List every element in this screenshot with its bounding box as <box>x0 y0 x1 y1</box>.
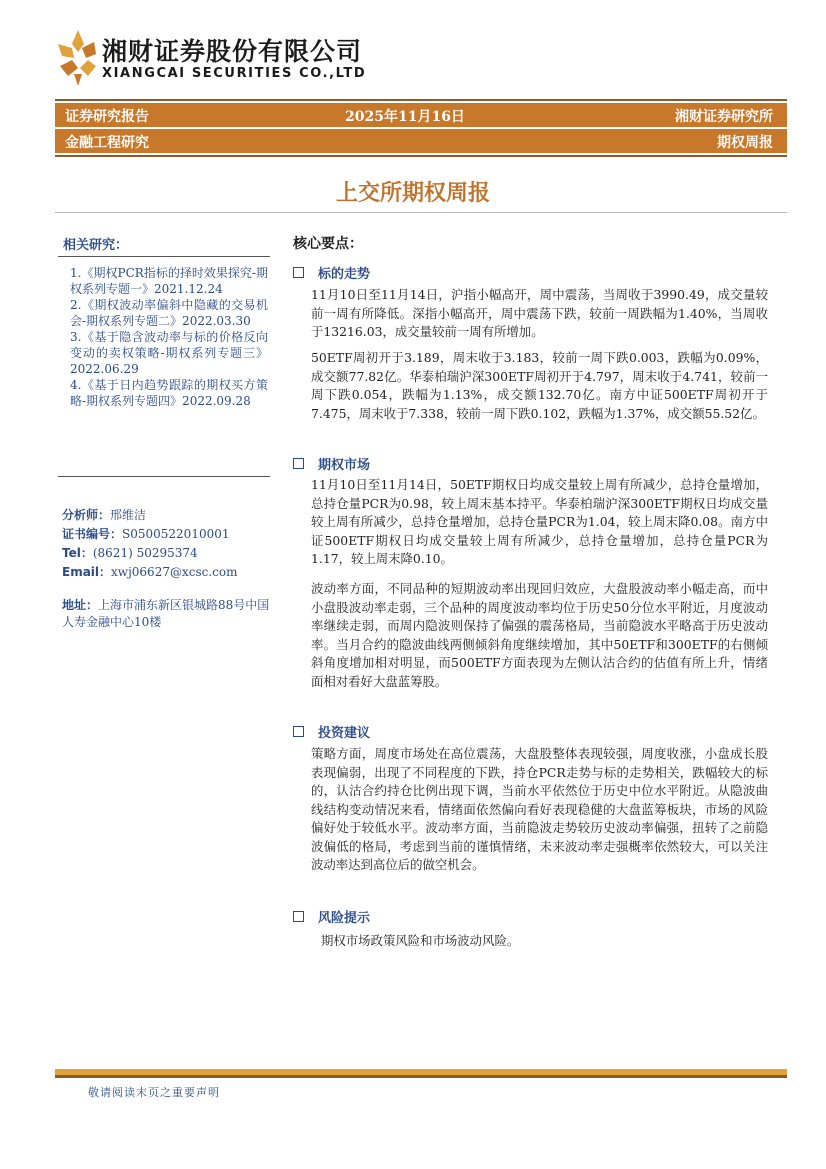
address-block <box>62 597 277 631</box>
checkbox-square-icon <box>293 267 304 278</box>
header-row-2 <box>55 129 787 153</box>
related-item[interactable]: 1.《期权PCR指标的择时效果探究-期权系列专题一》2021.12.24 <box>70 266 268 296</box>
footer-disclaimer-note: 敬请阅读末页之重要声明 <box>88 1086 220 1099</box>
checkbox-square-icon <box>293 911 304 922</box>
checkbox-square-icon <box>293 458 304 469</box>
sidebar-rule-bottom <box>58 476 270 477</box>
section-heading: 期权市场 <box>293 454 370 473</box>
checkbox-square-icon <box>293 726 304 737</box>
report-series: 期权周报 <box>717 135 773 151</box>
sidebar-rule-top <box>58 256 270 257</box>
analyst-name: 邢维洁 <box>110 508 147 522</box>
paragraph: 11月10日至11月14日，沪指小幅高开，周中震荡，当周收于3990.49，成交量较前一周有所降低。深指小幅高开，周中震荡下跌，较前一周跌幅为1.40%，当周收于13216.03，成交量较前一周有所增加。 <box>311 287 768 339</box>
paragraph: 11月10日至11月14日，50ETF期权日均成交量较上周有所减少，总持仓量增加，总持仓量PCR为0.98，较上周末基本持平。华泰柏瑞沪深300ETF期权日均成交量较上周有所减少，总持仓量增加，总持仓量PCR为1.04，较上周末降0.08。南方中证500ETF期权日均成交量较上周有所减少，总持仓量增加，总持仓量PCR为1.17，较上周末降0.10。 <box>311 477 768 566</box>
paragraph: 波动率方面，不同品种的短期波动率出现回归效应，大盘股波动率小幅走高，而中小盘股波动率走弱，三个品种的周度波动率均位于历史50分位水平附近，月度波动率继续走弱，而周内隐波则保持了偏强的震荡格局，当前隐波水平略高于历史波动率。当月合约的隐波曲线两侧倾斜角度继续增加，其中50ETF和300ETF的右侧倾斜角度增加相对明显，而500ETF方面表现为左侧认沽合约的估值有所上升，情绪面相对看好大盘蓝筹股。 <box>311 581 768 689</box>
header-bottom-rule <box>55 155 787 157</box>
related-item[interactable]: 3.《基于隐含波动率与标的价格反向变动的卖权策略-期权系列专题三》2022.06.29 <box>70 330 268 376</box>
section-heading: 投资建议 <box>293 722 370 741</box>
cert-label: 证书编号： <box>62 527 123 541</box>
address-text: 上海市浦东新区银城路88号中国人寿金融中心10楼 <box>62 598 270 629</box>
cert-number: S0500522010001 <box>122 527 230 541</box>
analyst-info <box>62 506 277 582</box>
analyst-label: 分析师： <box>62 508 111 522</box>
related-research-list <box>70 265 268 409</box>
header-row-1 <box>55 103 787 127</box>
tel-label: Tel： <box>62 546 93 560</box>
section-heading: 标的走势 <box>293 263 370 282</box>
institute: 湘财证券研究所 <box>675 109 773 125</box>
email-address[interactable]: xwj06627@xcsc.com <box>111 565 238 579</box>
address-label: 地址： <box>62 598 99 612</box>
related-research-title: 相关研究： <box>63 238 129 253</box>
paragraph: 策略方面，周度市场处在高位震荡，大盘股整体表现较强，周度收涨，小盘成长股表现偏弱，出现了不同程度的下跌，持仓PCR走势与标的走势相关，跌幅较大的标的，认沽合约持仓比例出现下调，当前水平依然位于历史中位水平附近。从隐波曲线结构变动情况来看，情绪面依然偏向看好表现稳健的大盘蓝筹板块，市场的风险偏好处于较低水平。波动率方面，当前隐波走势较历史波动率偏强，扭转了之前隐波偏低的格局，考虑到当前的谨慎情绪，未来波动率走强概率依然较大，可以关注波动率达到高位后的做空机会。 <box>311 746 768 872</box>
paragraph: 期权市场政策风险和市场波动风险。 <box>321 933 520 948</box>
company-name-cn: 湘财证券股份有限公司 <box>102 37 363 66</box>
section-heading: 风险提示 <box>293 907 370 926</box>
core-points-title: 核心要点： <box>293 236 363 252</box>
paragraph: 50ETF周初开于3.189，周末收于3.183，较前一周下跌0.003，跌幅为0.09%，成交额77.82亿。华泰柏瑞沪深300ETF周初开于4.797，周末收于4.741，较前一周下跌0.054，跌幅为1.13%，成交额132.70亿。南方中证500ETF周初开于7.475，周末收于7.338，较前一周下跌0.102，跌幅为1.37%，成交额55.52亿。 <box>311 350 768 421</box>
related-item[interactable]: 2.《期权波动率偏斜中隐藏的交易机会-期权系列专题二》2022.03.30 <box>70 298 268 328</box>
title-rule <box>55 212 787 213</box>
email-label: Email： <box>62 565 112 579</box>
report-type: 证券研究报告 <box>65 109 149 125</box>
tel-number: (8621) 50295374 <box>92 546 198 560</box>
page-title: 上交所期权周报 <box>335 181 490 206</box>
report-date: 2025年11月16日 <box>345 109 465 125</box>
company-name-en: XIANGCAI SECURITIES CO.,LTD <box>102 66 367 81</box>
logo-mark-icon <box>58 30 98 86</box>
company-logo <box>58 30 367 90</box>
footer-rule <box>55 1075 787 1078</box>
related-item[interactable]: 4.《基于日内趋势跟踪的期权买方策略-期权系列专题四》2022.09.28 <box>70 378 268 408</box>
category: 金融工程研究 <box>65 135 149 151</box>
header-top-rule <box>55 99 787 101</box>
